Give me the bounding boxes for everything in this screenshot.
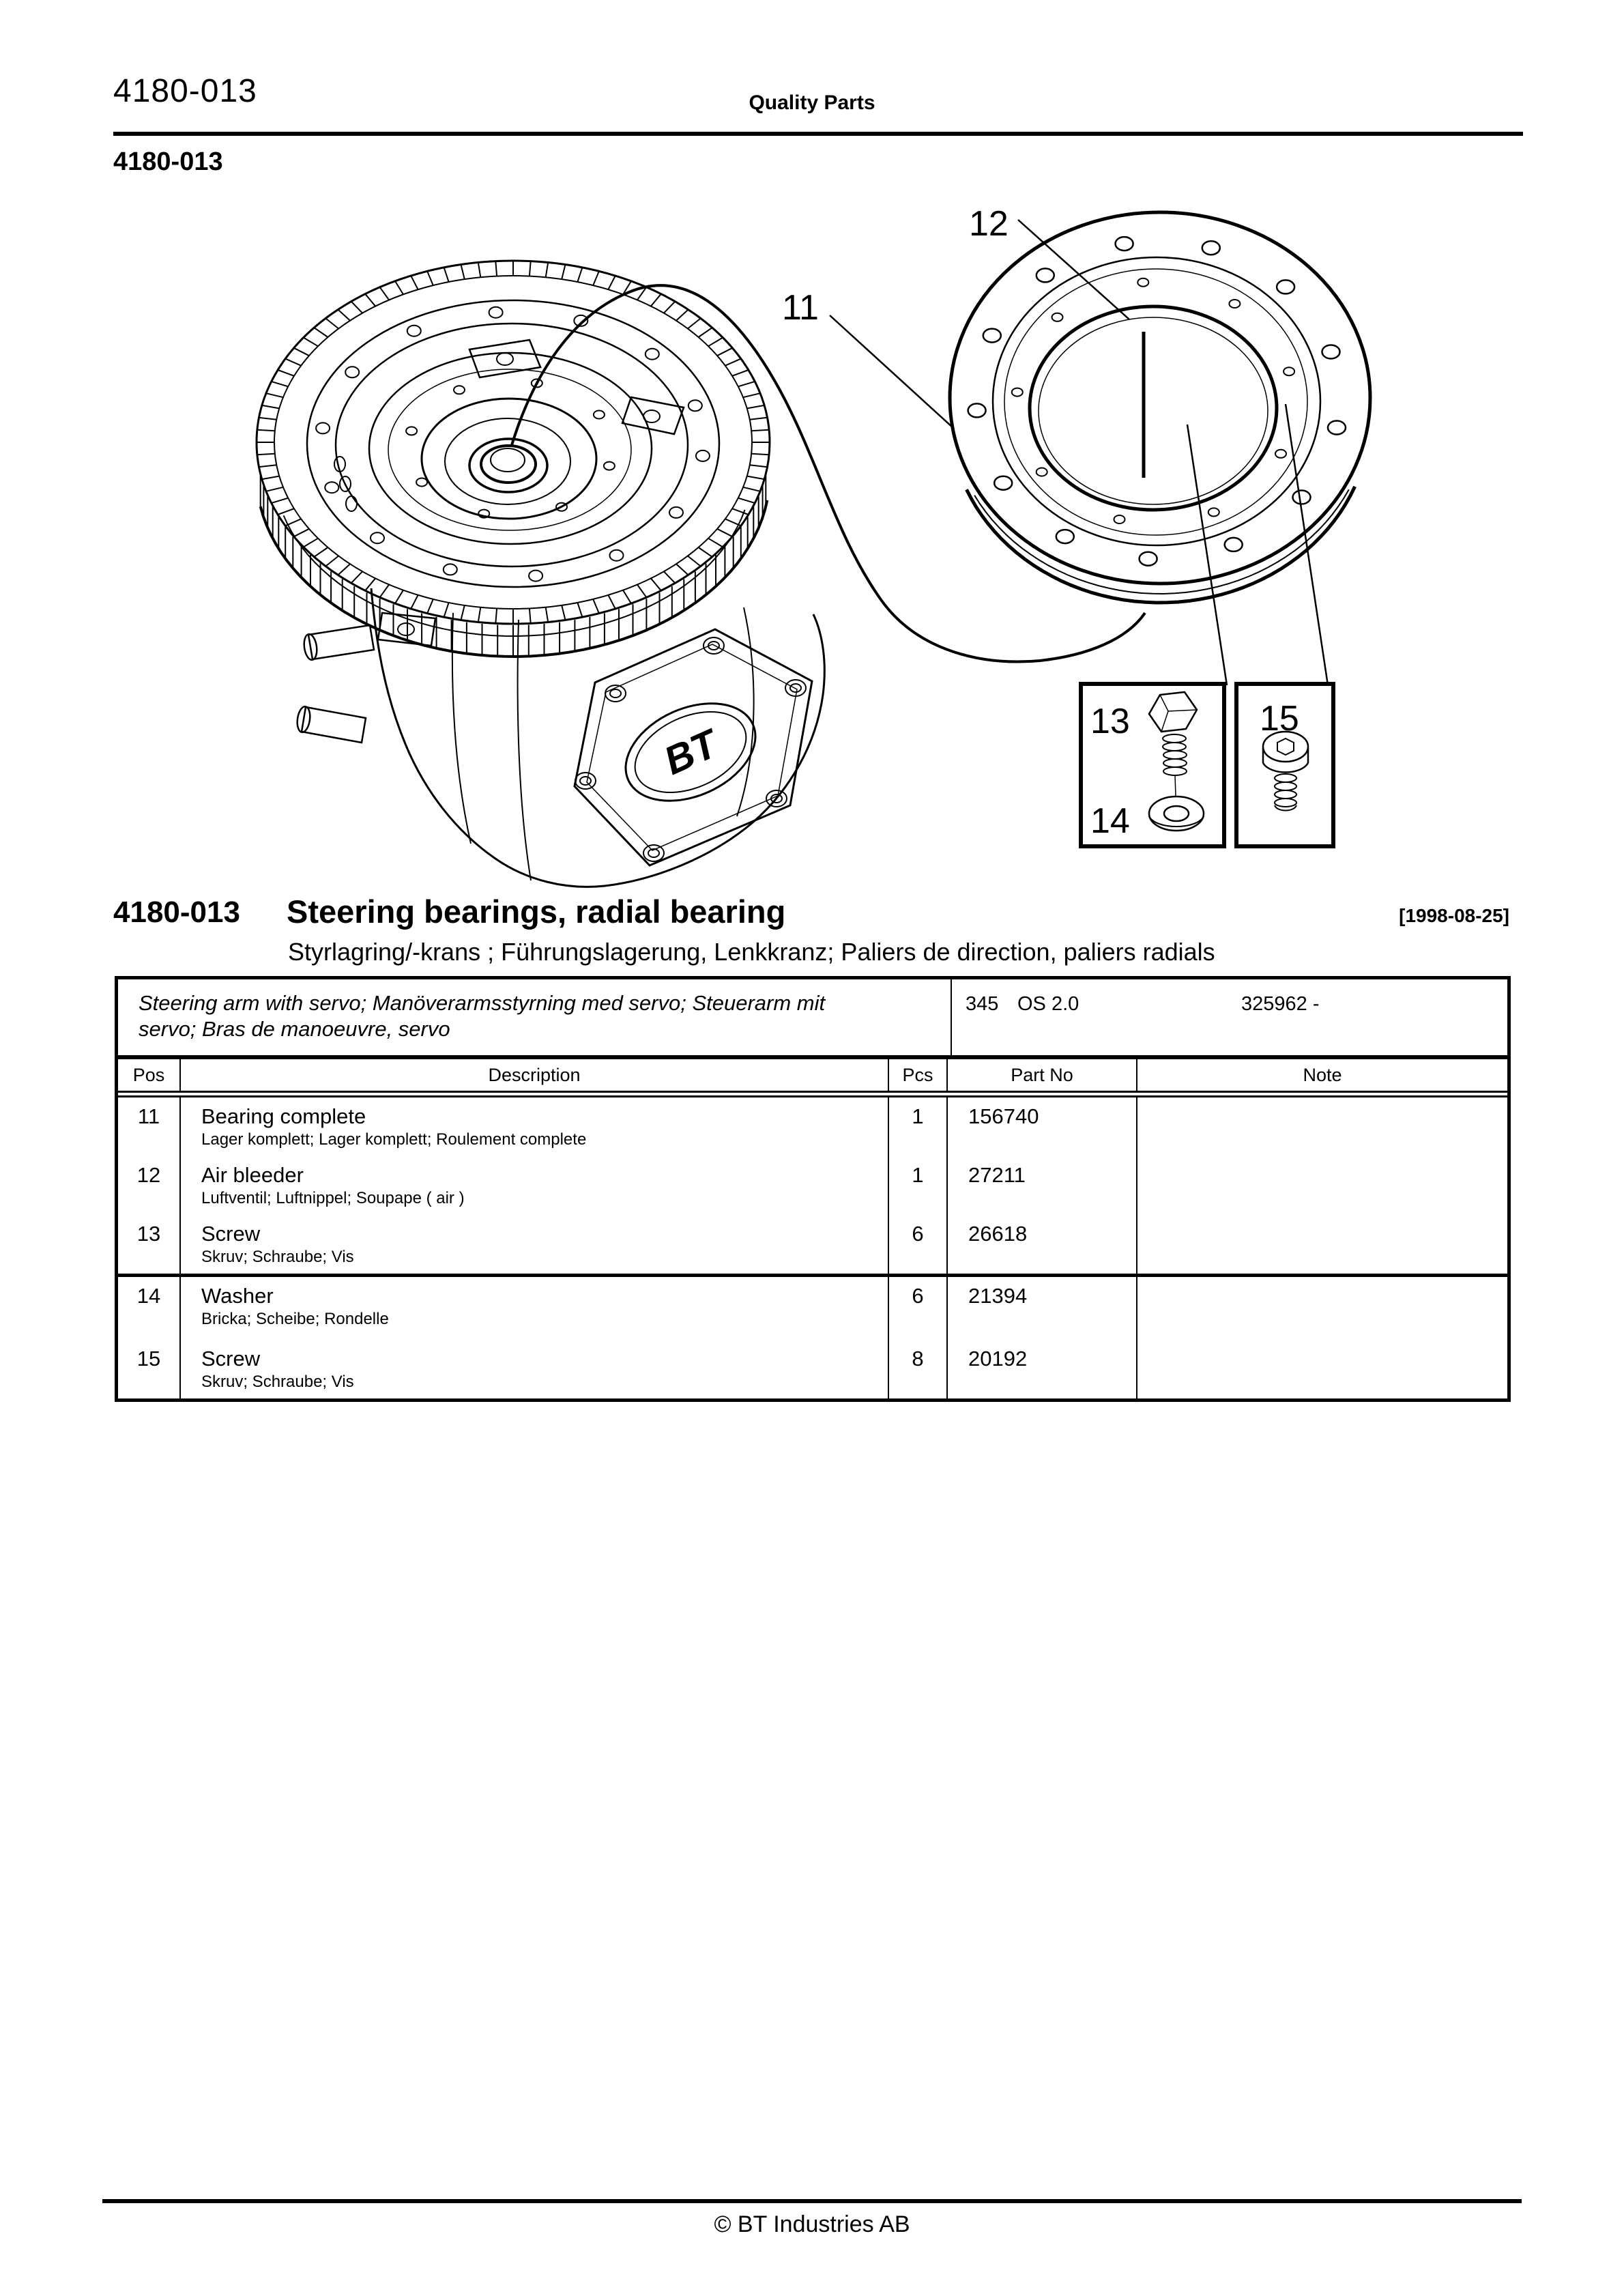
model-meta-cell — [952, 979, 1507, 1055]
pcs-cell: 6 — [889, 1215, 948, 1274]
pcs-cell: 1 — [889, 1156, 948, 1215]
footer-rule — [102, 2199, 1522, 2203]
col-header-description: Description — [181, 1059, 889, 1091]
table-row — [118, 1097, 1507, 1156]
description-main: Air bleeder — [201, 1163, 304, 1187]
pos-cell: 14 — [118, 1277, 181, 1340]
description-main: Bearing complete — [201, 1104, 366, 1128]
section-subtitle: Styrlagring/-krans ; Führungslagerung, Lenkkranz; Paliers de direction, paliers radials — [288, 938, 1215, 966]
part-no-cell: 26618 — [948, 1215, 1137, 1274]
note-cell — [1137, 1215, 1507, 1274]
description-translations: Lager komplett; Lager komplett; Roulement complete — [201, 1130, 587, 1149]
double-rule — [118, 1091, 1507, 1097]
part-no-cell: 156740 — [948, 1097, 1137, 1156]
model-description-cell: Steering arm with servo; Manöverarmsstyrning med servo; Steuerarm mit servo; Bras de manoeuvre, servo — [118, 979, 952, 1055]
model-code: 345 — [966, 993, 999, 1015]
description-cell — [181, 1097, 889, 1156]
part-no-cell: 21394 — [948, 1277, 1137, 1340]
description-translations: Skruv; Schraube; Vis — [201, 1373, 354, 1391]
col-header-note: Note — [1303, 1064, 1342, 1085]
callout-12: 12 — [969, 204, 1009, 244]
detail-box-15 — [1236, 684, 1333, 846]
exploded-parts-diagram — [0, 0, 1624, 928]
description-cell — [181, 1340, 889, 1398]
model-version: OS 2.0 — [1017, 993, 1079, 1015]
part-no-cell: 20192 — [948, 1340, 1137, 1398]
pos-cell: 13 — [118, 1215, 181, 1274]
description-cell — [181, 1156, 889, 1215]
steering-gear-illustration — [257, 261, 770, 657]
pcs-cell: 8 — [889, 1340, 948, 1398]
description-main: Screw — [201, 1222, 261, 1246]
section-code: 4180-013 — [113, 895, 240, 929]
description-translations: Bricka; Scheibe; Rondelle — [201, 1310, 389, 1328]
callout-11: 11 — [782, 288, 819, 328]
col-header-pos: Pos — [118, 1059, 181, 1091]
page-header-title: Quality Parts — [749, 91, 875, 114]
part-no-cell: 27211 — [948, 1156, 1137, 1215]
callout-15: 15 — [1260, 699, 1299, 738]
col-header-part-no: Part No — [948, 1059, 1137, 1091]
description-main: Screw — [201, 1347, 261, 1371]
description-cell — [181, 1277, 889, 1340]
ring-rim-and-holes — [967, 237, 1355, 603]
note-cell — [1137, 1156, 1507, 1215]
pcs-cell: 1 — [889, 1097, 948, 1156]
note-cell — [1137, 1097, 1507, 1156]
detail-box-13-14 — [1081, 684, 1224, 846]
page-header-code: 4180-013 — [113, 73, 257, 109]
section-revision-date: [1998-08-25] — [1399, 905, 1509, 926]
section-title: Steering bearings, radial bearing — [287, 893, 786, 930]
callout-13: 13 — [1090, 702, 1130, 741]
description-cell — [181, 1215, 889, 1274]
footer-copyright: © BT Industries AB — [714, 2211, 910, 2237]
pcs-cell: 6 — [889, 1277, 948, 1340]
col-header-pcs: Pcs — [889, 1059, 948, 1091]
leader-11 — [830, 315, 954, 429]
table-row — [118, 1340, 1507, 1398]
table-row — [118, 1274, 1507, 1340]
note-cell — [1137, 1277, 1507, 1340]
leader-box-15 — [1286, 404, 1328, 685]
description-translations: Skruv; Schraube; Vis — [201, 1248, 354, 1266]
description-translations: Luftventil; Luftnippel; Soupape ( air ) — [201, 1189, 465, 1207]
bt-logo-text: BT — [657, 721, 724, 784]
parts-table — [115, 976, 1511, 1402]
pos-cell: 12 — [118, 1156, 181, 1215]
document-code: 4180-013 — [113, 147, 223, 176]
leader-box-13-14 — [1187, 425, 1227, 685]
table-header-row — [118, 1059, 1507, 1091]
table-row — [118, 1215, 1507, 1274]
note-cell — [1137, 1340, 1507, 1398]
pos-cell: 11 — [118, 1097, 181, 1156]
leader-lines — [512, 220, 1328, 685]
callout-14: 14 — [1090, 801, 1130, 841]
model-header-row — [118, 979, 1507, 1055]
serial-range: 325962 - — [1241, 993, 1320, 1015]
table-row — [118, 1156, 1507, 1215]
description-main: Washer — [201, 1284, 274, 1308]
gear-teeth — [257, 261, 770, 657]
bt-logo — [611, 685, 771, 820]
pos-cell: 15 — [118, 1340, 181, 1398]
